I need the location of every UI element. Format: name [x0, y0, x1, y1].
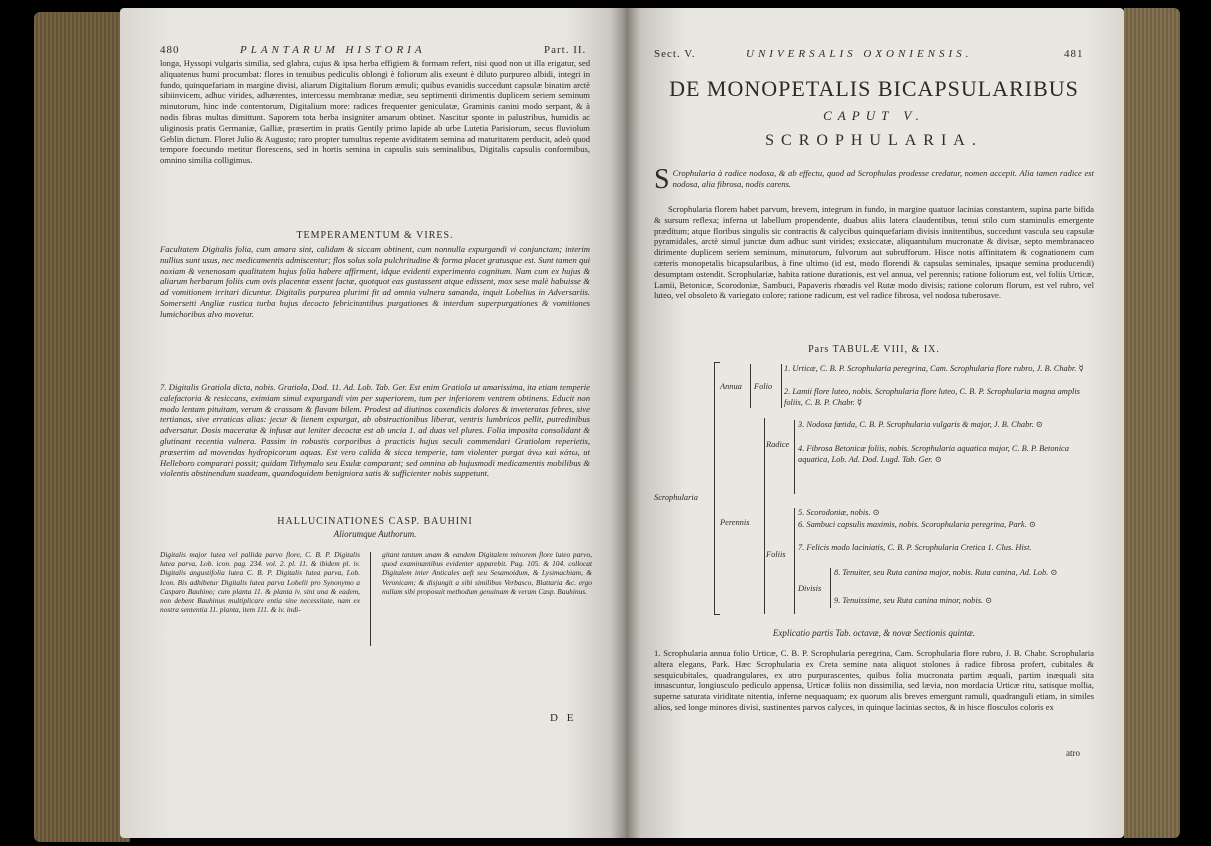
- tree-annua: Annua: [720, 382, 742, 391]
- brace-tip: [714, 362, 720, 363]
- entry-4: 4. Fibrosa Betonicæ foliis, nobis. Scrophularia aquatica major, C. B. P. Betonica aquatica, Lob. Ad. Dod. Lugd. Tab. Ger. ⊙: [798, 444, 1069, 464]
- etymology-text: Crophularia à radice nodosa, & ab effectu, quod ad Scrophulas prodesse credatur, nomen accepit. Alia tamen radice est nodosa, alia fibrosa, nodis carens.: [672, 168, 1094, 189]
- left-page: [120, 8, 626, 838]
- folio-brace: [781, 364, 782, 408]
- entry-8: 8. Tenuiter, seu Ruta canina major, nobis. Ruta canina, Ad. Lob. ⊙: [834, 568, 1058, 577]
- radice-brace: [794, 420, 795, 494]
- hallucinations-title: HALLUCINATIONES CASP. BAUHINI: [277, 516, 473, 527]
- foliis-brace: [794, 508, 795, 614]
- hallucinations-subtitle: Aliorumque Authorum.: [333, 529, 417, 539]
- left-running-title: PLANTARUM HISTORIA: [240, 44, 426, 56]
- right-page-edges: [1124, 8, 1180, 838]
- tree-foliis: Foliis: [766, 550, 786, 559]
- left-part-label: Part. II.: [544, 44, 587, 56]
- tree-folio: Folio: [754, 382, 773, 391]
- right-page-number: 481: [1064, 48, 1084, 60]
- entry-2: 2. Lamii flore luteo, nobis. Scrophularia flore luteo, C. B. P. Scrophularia magna amplis foliis, C. B. P. Chabr. ☿: [784, 387, 1080, 407]
- perennis-brace: [764, 418, 765, 614]
- entry-7: 7. Felicis modo laciniatis, C. B. P. Scrophularia Cretica 1. Clus. Hist.: [798, 543, 1032, 552]
- virtues-paragraph: Facultatem Digitalis folia, cum amara sint, calidam & siccam obtinent, cum nonnulla expurgandi vi conjunctam; interim nullius sunt usus, nec medicamentis admiscentur; flos solus sola pulchritudine & forma placet gratusque est. Sunt tamen qui noxiam & venenosam qualitatem hujus folia habere affirment, idque evidenti experimento cognitum. Nam cum ex hujus & aliarum herbarum foliis cum ovis placentæ essent factæ, quotquot eas gustassent atque edissent, mox sese malè habuisse & ad vomitionem irritari dicuntur. Digitalis purpurea plurimi fit ad omnia vulnera sananda, inquit Lobelius in Adversariis. Somersetti Angliæ rustica turba hujus decocto febricitantibus purgationes & interdum superpurgationes & vomitiones lumichoribus alvo movetur.: [160, 244, 590, 319]
- drop-cap-s: S: [654, 164, 670, 195]
- explication-heading: Explicatio partis Tab. octavæ, & novæ Sectionis quintæ.: [772, 628, 976, 638]
- tree-radice: Radice: [766, 440, 790, 449]
- section-title: TEMPERAMENTUM & VIRES.: [296, 230, 454, 241]
- left-page-number: 480: [160, 44, 180, 56]
- right-running-title: UNIVERSALIS OXONIENSIS.: [746, 48, 973, 60]
- entry-3: 3. Nodosa fœtida, C. B. P. Scrophularia vulgaris & major, J. B. Chabr. ⊙: [798, 420, 1043, 429]
- final-paragraph: 1. Scrophularia annua folio Urticæ, C. B. P. Scrophularia peregrina, Cam. Scrophularia flore rubro, J. B. Chabr. Scrophularia altera elegans, Park. Hæc Scrophularia ex Creta semine nata aliquot stolones à radice fibrosa profert, cubitales & sesquicubitales, quadrangulares, ex atro purpurascentes, quibus folia mucronata partim æquali, partim inæquali sita innascuntur, longiusculo pediculo appensa, Urticæ foliis non dissimilia, sed lævia, non mordacia Urticæ ritu, satisque mollia, superne saturata viriditate nitentia, inferne nequaquam; ex quorum alis breves emergunt ramuli, quadranguli etiam, in similes alios, sed longe minores divisi, sustinentes parvos calyces, in quinque lacinias sectos, & in hisce flosculos coloris ex: [654, 648, 1094, 712]
- numbered-paragraph: 7. Digitalis Gratiola dicta, nobis. Gratiola, Dod. 11. Ad. Lob. Tab. Ger. Est enim Gratiola ut amarissima, ita etiam temperie calefactoria & resiccans, eximiam simul expurgandi vim per superiorem, tum per inferiorem ventrem obtinens. Educit non modo lentam pituitam, verum & crassam & flavam bilem. Prodest ad diutinos coxendicis dolores & inveteratas febres, sive tertianas, sive erraticas alias: jecur & lienem expurgat, ab obstructionibus liberat, ventris lumbricos pellit, putredinibus adversatur. Dosis maceratæ & infusæ aut leniter decoctæ est ab uncia 1. ad duas vel plures. Folia imposita consolidant & glutinant recentia vulnera. Passim in robustis corporibus à practicis hujus seculi commendari Gratiolam reperietis, præsertim ad movendas hydropicorum aquas. Est vero calida & sicca temperie, tam violenter purgat ἀνω καὶ κάτω, ut Helleboro comparari possit; quidam Tithymalo seu Esulæ comparant; sed omnino ab hujusmodi medicamentis mobilibus & violentis abstinendum suadeam, quandoquidem benigniora satis & sufficienter nobis suppetunt.: [160, 382, 590, 479]
- entry-9: 9. Tenuissime, seu Ruta canina minor, nobis. ⊙: [834, 596, 993, 605]
- section-label: Sect. V.: [654, 48, 696, 60]
- right-page: [626, 8, 1124, 838]
- description-paragraph: Scrophularia florem habet parvum, brevem, integrum in fundo, in margine quatuor lacinias constantem, supina parte bifida & sursum reflexa; inferna ut labellum propendente, duabus aliis latera claudentibus, tenui stilo cum staminulis emergente præditum; atque floribus singulis sic contractis & calycibus quinquefariam divisis innitentibus, succedunt vascula seu capsulæ pyramidales, arctè simul junctæ dum adhuc sunt virides; exsiccatæ, aliquantulum mucronatæ & divisæ, septo membranaceo dirimente duplicem seriem seminum, minutorum, fulvorum aut subrufforum. Hisce notis affinitatem & cognationem cum cæteris monopetalis bicapsularibus, à fine ultimo (id est, modo florendi & capsulas seminales, ipsaque semina producendi) desumptam ostendit. Scrophulariæ, habita ratione durationis, est vel annua, vel perennis; ratione foliorum est, vel foliis Urticæ, Lamii, Betonicæ, Scorodoniæ, Sambuci, Papaveris rhœadis vel Rutæ modo divisis; ratione colorum florum, est vel rubro, vel luteo, vel obsoleto & variegato colore; ratione radicum, est vel radice fibrosa, vel nodosa tuberosave.: [654, 204, 1094, 301]
- tree-perennis: Perennis: [720, 518, 750, 527]
- open-book: [34, 2, 1180, 842]
- etymology-paragraph: [654, 164, 1094, 195]
- annua-brace: [750, 364, 751, 408]
- classification-tree: [626, 360, 1124, 622]
- plant-title: SCROPHULARIA.: [765, 132, 983, 149]
- table-title: Pars TABULÆ VIII, & IX.: [808, 344, 940, 355]
- tree-divisis: Divisis: [798, 584, 822, 593]
- hallucinations-column-1: Digitalis major lutea vel pallida parvo flore, C. B. P. Digitalis lutea parva, Lob. icon. pag. 234. vol. 2. pl. 11. & ibidem pl. iv. Digitalis angustifolia lutea C. B. P. Digitalis lutea parva, Lob. Icon. Bis adhibetur Digitalis lutea parva Lobelii pro Synonymo a Casparo Bauhino; cum planta 11. & planta iv. sint una & eadem, non debent Bauhinus multiplicare entia sine necessitate, nam ex nostra sententia 11. planta, item 111. & iv. indi-: [160, 550, 360, 615]
- chapter-heading: CAPUT V.: [823, 108, 925, 123]
- intro-paragraph: longa, Hyssopi vulgaris similia, sed glabra, cujus & ipsa herba effigiem & formam refert, nisi quod non ut illa erigatur, sed aliquatenus humi procumbat: flores in tenuibus pediculis oblongi è foliorum alis exeunt è diluto purpureo albidi, integri in fundo, quinquefariam in margine divisi, aliarum Digitalium florum æmuli; quibus evanidis succedunt capsulæ binatim arctè sibiinvicem, adhuc virides, adhærentes, intercessu membranæ mediæ, seu septimenti dirimentis duplicem seriem seminum minutorum, hinc inde contentorum, Digitalium more: radices frequenter geniculatæ, Graminis canini modo serpant, & à nodis fibras multas dimittunt. Saporem tota herba insigniter amarum obtinet. Nascitur sponte in palustribus, humidis ac uliginosis pratis Germaniæ, Galliæ, præsertim in pratis Gentily primo lapide ab urbe Lutetia Parisiorum, secus fluviolum Geblin dictum. Floret Julio & Augusto; raro propter tumultus repente aviditatem semina ad maturitatem perducit, adeò quod tempore foecundo metitur florescens, sed in hortis semina in capsulis suis seminalibus, Digitalis capsulis conformibus, omnino similia colligimus.: [160, 58, 590, 166]
- right-catchword: atro: [1066, 748, 1080, 758]
- hallucinations-column-2: gitant tantum unam & eandem Digitalem minorem flore luteo parvo, quod examinantibus evidenter apparebit. Pag. 105. & 104. collocat Digitalem inter Anticales aeft seu Sesamoidum, & Lysimachiam, & Veronicam; & disjungit a sibi similibus Verbasco, Blattaria &c. ergo nullam sibi proposuit methodum genuinam & veram Casp. Bauhinus.: [382, 550, 592, 596]
- root-brace: [714, 362, 715, 614]
- entry-1: 1. Urticæ, C. B. P. Scrophularia peregrina, Cam. Scrophularia flore rubro, J. B. Chabr. ☿: [784, 364, 1084, 373]
- tree-root: Scrophularia: [654, 493, 698, 502]
- left-page-edges: [34, 12, 130, 842]
- entry-5: 5. Scorodoniæ, nobis. ⊙: [798, 508, 880, 517]
- brace-tip: [714, 614, 720, 615]
- divisis-brace: [830, 568, 831, 608]
- column-divider: [370, 552, 371, 646]
- main-title: DE MONOPETALIS BICAPSULARIBUS: [669, 76, 1079, 101]
- left-catchword: D E: [550, 712, 577, 724]
- entry-6: 6. Sambuci capsulis maximis, nobis. Scorophularia peregrina, Park. ⊙: [798, 520, 1036, 529]
